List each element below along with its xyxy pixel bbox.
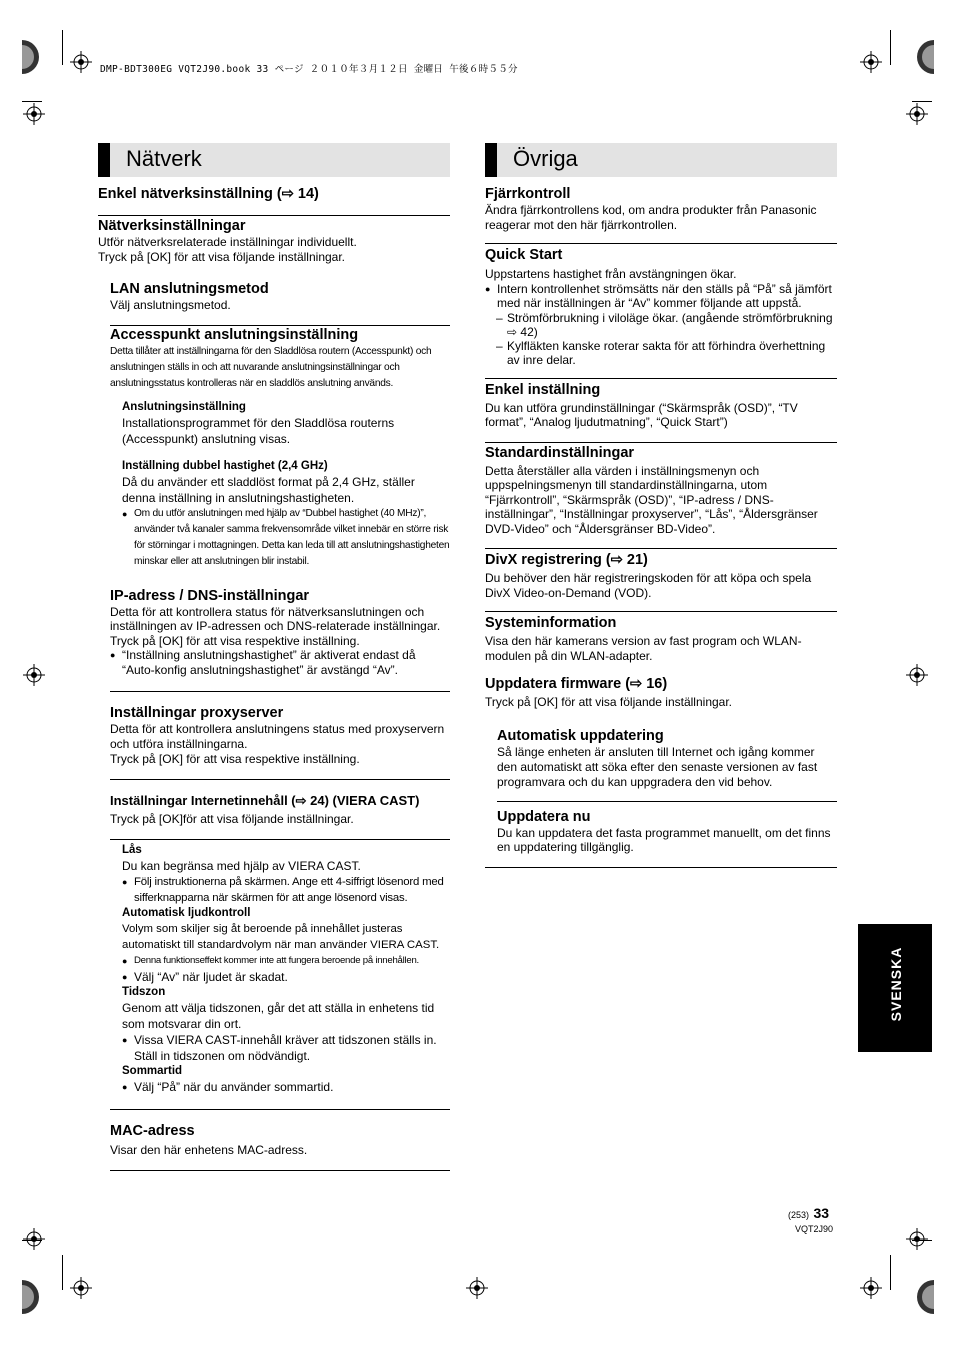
registration-mark-icon <box>860 1277 882 1299</box>
auto-volume-note-1: ● Denna funktionseffekt kommer inte att fungera beroende på innehållen. <box>122 953 450 969</box>
heading-update-now: Uppdatera nu <box>497 808 591 825</box>
heading-dst: Sommartid <box>122 1064 183 1077</box>
proxy-text: Detta för att kontrollera anslutningens status med proxyservern och utföra inställningarna. Tryck på [OK] för att visa respektive inställning. <box>110 722 445 766</box>
heading-double-speed: Inställning dubbel hastighet (2,4 GHz) <box>122 459 328 472</box>
firmware-text: Tryck på [OK] för att visa följande inställningar. <box>485 695 733 709</box>
heading-network-settings: Nätverksinställningar <box>98 218 246 234</box>
heading-connection-setting: Anslutningsinställning <box>122 400 246 413</box>
connection-setting-text: Installationsprogrammet för den Sladdlösa routerns (Accesspunkt) anslutning visas. <box>122 415 395 446</box>
heading-access-point: Accesspunkt anslutningsinställning <box>110 326 359 343</box>
registration-mark-icon <box>70 1277 92 1299</box>
access-point-text: Detta tillåter att inställningarna för den Sladdlösa routern (Accesspunkt) och anslutningen ställs in och att nuvarande anslutningsinställningar och anslutningsstatus kontrolleras när en sladdlös anslutning används. <box>110 345 432 389</box>
registration-mark-icon <box>23 1228 45 1250</box>
heading-mac: MAC-adress <box>110 1122 195 1139</box>
registration-mark-icon <box>906 103 928 125</box>
registration-mark-icon <box>23 664 45 686</box>
heading-firmware: Uppdatera firmware (⇨ 16) <box>485 676 668 692</box>
page-number: 33 <box>813 1205 830 1221</box>
section-title-text: Nätverk <box>126 146 202 171</box>
update-now-text: Du kan uppdatera det fasta programmet manuellt, om det finns en uppdatering tillgänglig. <box>497 825 831 854</box>
crop-mark <box>62 1255 63 1290</box>
network-settings-text: Utför nätverksrelaterade inställningar individuellt. Tryck på [OK] för att visa följande inställningar. <box>98 235 357 264</box>
heading-proxy: Inställningar proxyserver <box>110 705 284 721</box>
crop-mark <box>62 30 63 65</box>
color-wheel-icon <box>22 40 44 74</box>
heading-easy-network: Enkel nätverksinställning (⇨ 14) <box>98 186 319 202</box>
color-wheel-icon <box>912 1280 934 1314</box>
heading-internet-content: Inställningar Internetinnehåll (⇨ 24) (VIERA CAST) <box>110 793 420 808</box>
section-title-natverk <box>98 143 450 177</box>
title-bar <box>98 143 110 177</box>
remote-text: Ändra fjärrkontrollens kod, om andra produkter från Panasonic reagerar mot den här fjärrkontrollen. <box>485 203 817 232</box>
registration-mark-icon <box>860 51 882 73</box>
page-ref: (253) <box>788 1210 810 1220</box>
model-code: VQT2J90 <box>795 1224 834 1234</box>
heading-auto-volume: Automatisk ljudkontroll <box>122 906 251 919</box>
page-number-block <box>788 1205 829 1223</box>
lock-note: ● Följ instruktionerna på skärmen. Ange ett 4-siffrigt lösenord med sifferknapparna när skärmen för att ange lösenord visas. <box>122 874 450 906</box>
registration-mark-icon <box>906 1228 928 1250</box>
mac-text: Visar den här enhetens MAC-adress. <box>110 1142 308 1157</box>
internet-content-text: Tryck på [OK]för att visa följande inställningar. <box>110 812 354 826</box>
dst-note: ● Välj “På” när du använder sommartid. <box>122 1079 450 1095</box>
heading-system-info: Systeminformation <box>485 615 617 631</box>
lan-method-text: Välj anslutningsmetod. <box>110 298 231 312</box>
section-title-ovriga <box>485 143 837 177</box>
heading-ip-dns: IP-adress / DNS-inställningar <box>110 587 310 604</box>
right-column <box>485 143 837 868</box>
auto-volume-note-2: ● Välj “Av” när ljudet är skadat. <box>122 969 450 985</box>
color-wheel-icon <box>22 1280 44 1314</box>
left-column <box>98 143 450 1171</box>
heading-lan-method: LAN anslutningsmetod <box>110 281 269 297</box>
defaults-text: Detta återställer alla värden i inställningsmenyn och uppspelningsmenyn till standardinställningarna, utom “Fjärrkontroll”, “Skärmspråk (OSD)”, “IP-adress / DNS-inställningar”, “Inställningar proxyserver”, “Lås”, “Åldersgränser DVD-Video” och “Åldersgränser BD-Video”. <box>485 463 818 536</box>
heading-remote: Fjärrkontroll <box>485 186 571 202</box>
language-tab-label: SVENSKA <box>888 946 904 1022</box>
crop-mark <box>890 30 891 65</box>
easy-setup-text: Du kan utföra grundinställningar (“Skärmspråk (OSD)”, “TV format”, “Analog ljudutmatning”, “Quick Start”) <box>485 400 798 429</box>
heading-defaults: Standardinställningar <box>485 444 635 461</box>
timezone-note: ● Vissa VIERA CAST-innehåll kräver att tidszonen ställs in. Ställ in tidszonen om nödvändigt. <box>122 1032 450 1064</box>
crop-mark <box>912 101 932 102</box>
language-side-tab <box>858 924 932 1052</box>
divx-text: Du behöver den här registreringskoden för att köpa och spela DivX Video-on-Demand (VOD). <box>485 571 812 600</box>
print-header: DMP-BDT300EG VQT2J90.book 33 ページ ２０１０年３月１２日 金曜日 午後６時５５分 <box>100 64 518 75</box>
quick-start-note: ● Intern kontrollenhet strömsätts när den ställs på “På” så jämfört med när inställningen är “Av” kommer följande att uppstå. <box>485 282 837 311</box>
quick-start-dash-2: – Kylfläkten kanske roterar sakta för att förhindra överhettning av inre delar. <box>485 339 837 367</box>
ip-dns-note: ● “Inställning anslutningshastighet” är aktiverat endast då “Auto-konfig anslutningshastighet” är avstängd “Av”. <box>110 648 450 677</box>
heading-timezone: Tidszon <box>122 985 166 998</box>
crop-mark <box>22 101 42 102</box>
section-title-text: Övriga <box>513 146 578 171</box>
crop-mark <box>890 1255 891 1290</box>
heading-easy-setup: Enkel inställning <box>485 381 601 398</box>
quick-start-text: Uppstartens hastighet från avstängningen ökar. <box>485 267 737 281</box>
timezone-text: Genom att välja tidszonen, går det att ställa in enhetens tid som motsvarar din ort. <box>122 1000 435 1031</box>
quick-start-dash-1: – Strömförbrukning i viloläge ökar. (angående strömförbrukning ⇨ 42) <box>485 311 837 339</box>
system-info-text: Visa den här kamerans version av fast program och WLAN-modulen på din WLAN-adapter. <box>485 634 802 663</box>
lock-text: Du kan begränsa med hjälp av VIERA CAST. <box>122 858 361 873</box>
ip-dns-text: Detta för att kontrollera status för nätverksanslutningen och inställningen av IP-adressen och DNS-relaterade inställningar. Tryck på [OK] för att visa respektive inställning. <box>110 604 441 648</box>
registration-mark-icon <box>23 103 45 125</box>
color-wheel-icon <box>912 40 934 74</box>
heading-lock: Lås <box>122 843 142 856</box>
double-speed-note: ● Om du utför anslutningen med hjälp av “Dubbel hastighet (40 MHz)”, använder två kanaler samma frekvensområde vilket innebär en större risk för störningar i mottagningen. Detta kan leda till att anslutningshastigheten minskar eller att anslutningen blir instabil. <box>122 506 450 570</box>
double-speed-text: Då du använder ett sladdlöst format på 2,4 GHz, ställer denna inställning in anslutningshastigheten. <box>122 474 415 505</box>
registration-mark-icon <box>70 51 92 73</box>
registration-mark-icon <box>906 664 928 686</box>
heading-auto-update: Automatisk uppdatering <box>497 727 664 744</box>
auto-volume-text: Volym som skiljer sig åt beroende på innehållet justeras automatiskt till standardvolym när man använder VIERA CAST. <box>122 922 440 951</box>
registration-mark-icon <box>466 1277 488 1299</box>
heading-divx: DivX registrering (⇨ 21) <box>485 552 648 568</box>
title-bar <box>485 143 497 177</box>
auto-update-text: Så länge enheten är ansluten till Internet och igång kommer den automatiskt att söka efter den senaste versionen av fast programvara och du kan uppgradera den vid behov. <box>497 744 818 789</box>
heading-quick-start: Quick Start <box>485 247 563 263</box>
